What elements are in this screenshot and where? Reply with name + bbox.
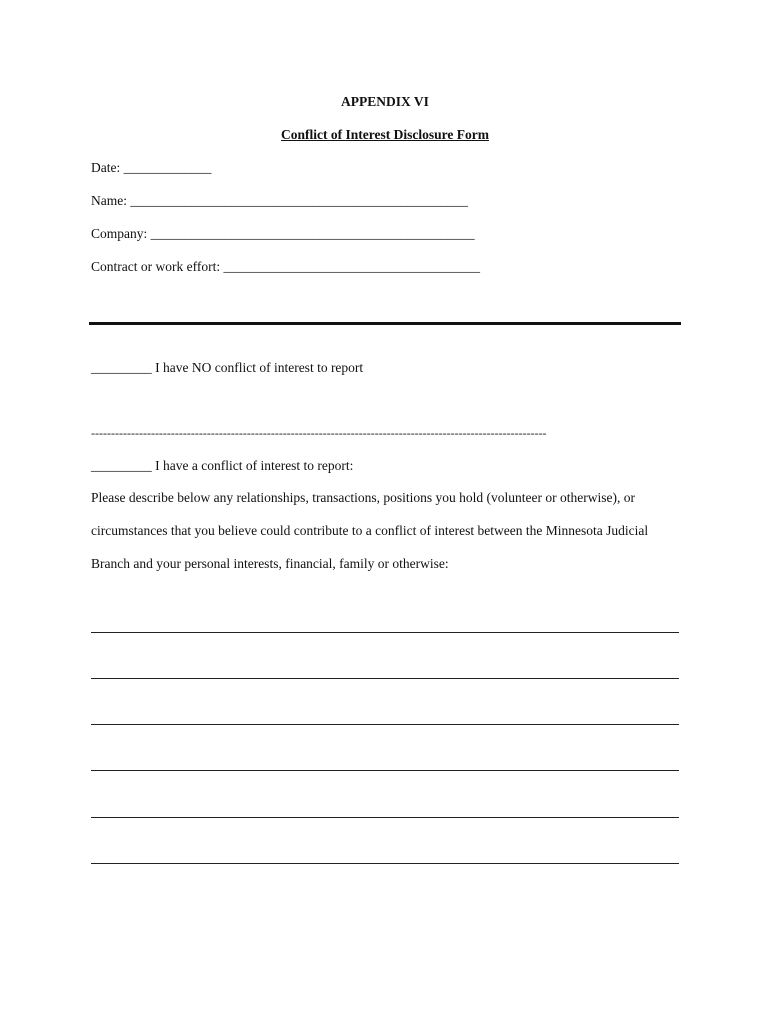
instructions-line-3: Branch and your personal interests, financial, family or otherwise: [91,556,449,571]
has-conflict-option[interactable]: _________ I have a conflict of interest to report: [91,458,354,473]
instructions-line-1: Please describe below any relationships, transactions, positions you hold (volunteer or otherwise), or [91,490,636,505]
form-title-text: Conflict of Interest Disclosure Form [281,127,489,142]
section-divider [89,322,681,325]
date-field[interactable]: Date: _____________ [91,160,212,175]
form-title [0,127,770,143]
dashed-separator: ------------------------------------------------------------------------------------------------------------------ [91,426,547,440]
description-line-3[interactable] [91,724,679,725]
description-line-2[interactable] [91,678,679,679]
instructions-line-2: circumstances that you believe could contribute to a conflict of interest between the Minnesota Judicial [91,523,649,538]
company-field[interactable]: Company: ________________________________________________ [91,226,475,241]
no-conflict-option[interactable]: _________ I have NO conflict of interest to report [91,360,364,375]
description-line-6[interactable] [91,863,679,864]
description-line-1[interactable] [91,632,679,633]
contract-field[interactable]: Contract or work effort: ______________________________________ [91,259,480,274]
name-field[interactable]: Name: __________________________________________________ [91,193,468,208]
description-line-4[interactable] [91,770,679,771]
appendix-heading: APPENDIX VI [341,94,429,109]
description-line-5[interactable] [91,817,679,818]
